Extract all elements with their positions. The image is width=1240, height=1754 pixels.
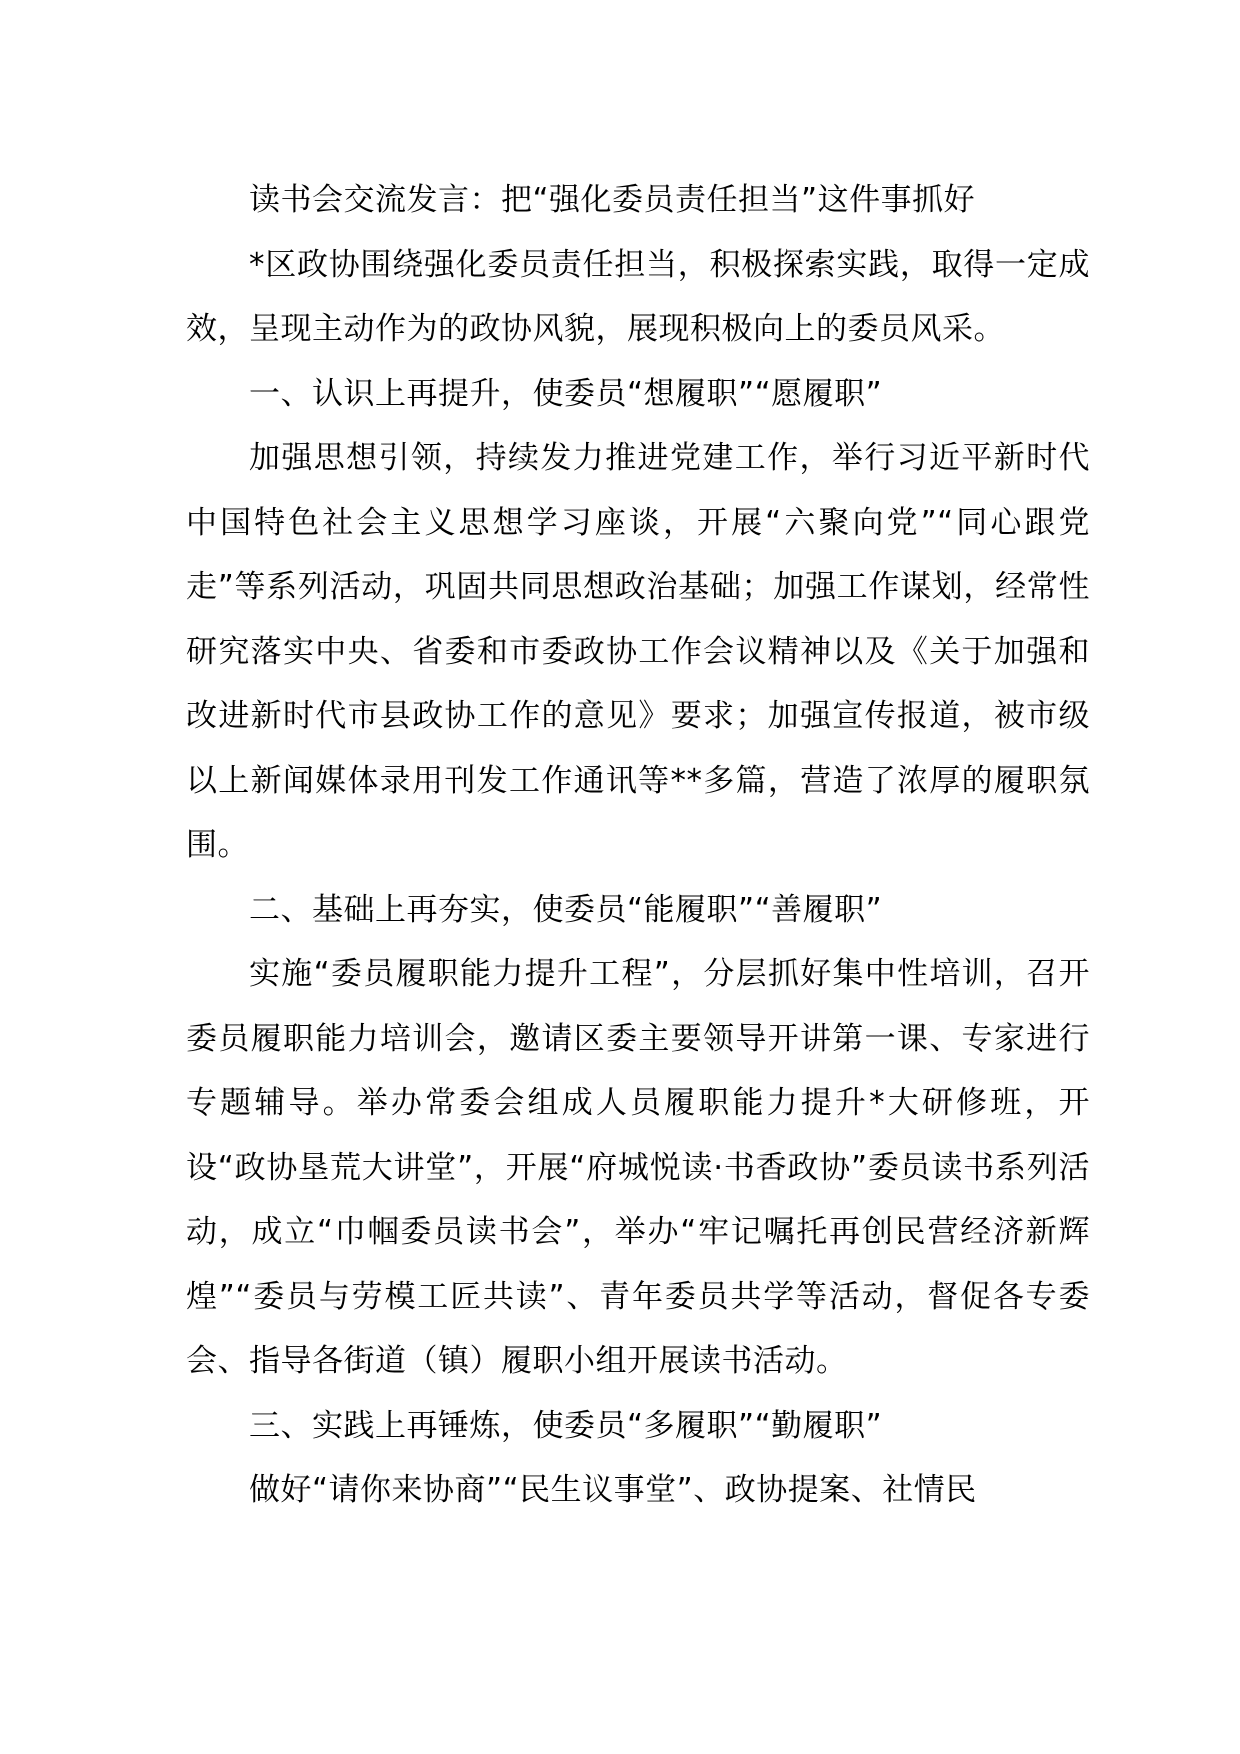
section-3-paragraph: 做好“请你来协商”“民生议事堂”、政协提案、社情民 xyxy=(249,1472,977,1508)
document-body xyxy=(186,168,1090,1523)
section-heading-1: 一、认识上再提升，使委员“想履职”“愿履职” xyxy=(249,375,883,412)
section-2-paragraph: 实施“委员履职能力提升工程”，分层抓好集中性培训，召开委员履职能力培训会，邀请区委主要领导开讲第一课、专家进行专题辅导。举办常委会组成人员履职能力提升*大研修班，开设“政协垦荒大讲堂”，开展“府城悦读·书香政协”委员读书系列活动，成立“巾帼委员读书会”，举办“牢记嘱托再创民营经济新辉煌”“委员与劳模工匠共读”、青年委员共学等活动，督促各专委会、指导各街道（镇）履职小组开展读书活动。 xyxy=(186,956,1090,1379)
section-heading-3: 三、实践上再锤炼，使委员“多履职”“勤履职” xyxy=(249,1407,883,1444)
section-1-paragraph: 加强思想引领，持续发力推进党建工作，举行习近平新时代中国特色社会主义思想学习座谈，开展“六聚向党”“同心跟党走”等系列活动，巩固共同思想政治基础；加强工作谋划，经常性研究落实中央、省委和市委政协工作会议精神以及《关于加强和改进新时代市县政协工作的意见》要求；加强宣传报道，被市级以上新闻媒体录用刊发工作通讯等**多篇，营造了浓厚的履职氛围。 xyxy=(186,440,1090,863)
document-title: 读书会交流发言：把“强化委员责任担当”这件事抓好 xyxy=(249,182,976,218)
intro-paragraph: *区政协围绕强化委员责任担当，积极探索实践，取得一定成效，呈现主动作为的政协风貌，展现积极向上的委员风采。 xyxy=(186,246,1090,347)
section-heading-2: 二、基础上再夯实，使委员“能履职”“善履职” xyxy=(249,891,883,928)
